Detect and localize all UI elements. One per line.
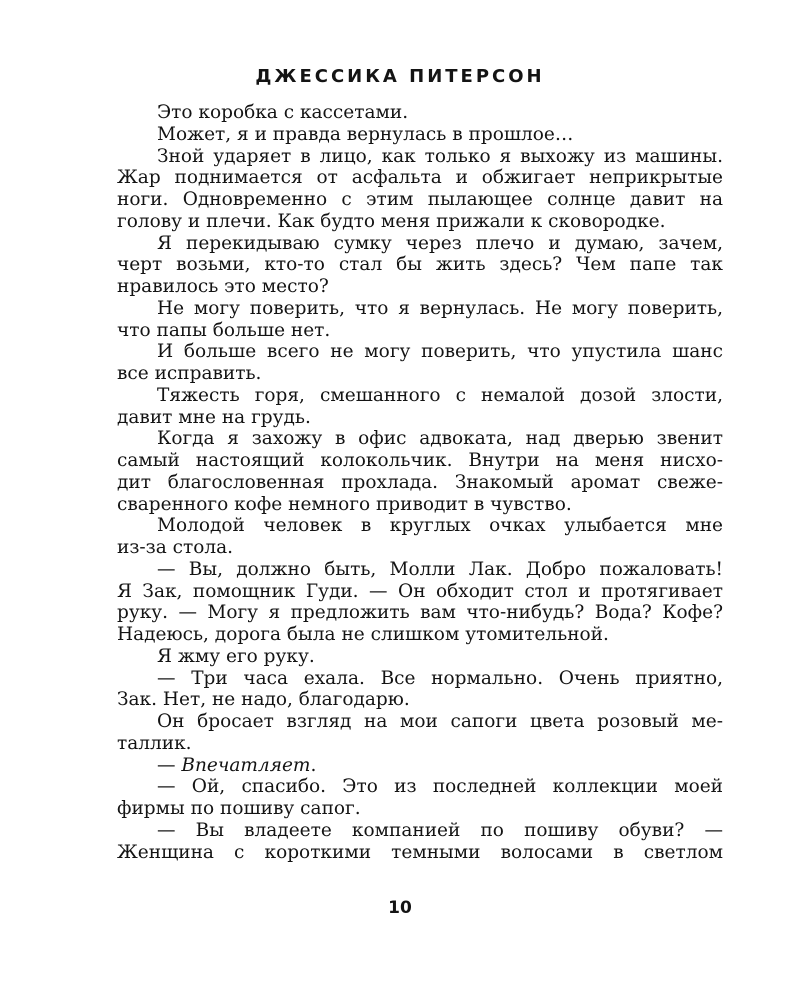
running-head-author: ДЖЕССИКА ПИТЕРСОН bbox=[255, 66, 545, 87]
text-line: Я перекидываю сумку через плечо и думаю, зачем, bbox=[157, 232, 723, 254]
text-line: Не могу поверить, что я вернулась. Не могу поверить, bbox=[157, 297, 723, 319]
text-line: Надеюсь, дорога была не слишком утомительной. bbox=[117, 624, 609, 645]
text-line: Я жму его руку. bbox=[157, 645, 315, 667]
text-line: давит мне на грудь. bbox=[117, 406, 311, 428]
page-number: 10 bbox=[388, 898, 412, 918]
text-line: Зак. Нет, не надо, благодарю. bbox=[117, 689, 410, 711]
text-line: Зной ударяет в лицо, как только я выхожу из машины. bbox=[157, 145, 723, 167]
text-line: что папы больше нет. bbox=[117, 319, 331, 341]
text-line: ноги. Одновременно с этим пылающее солнце давит на bbox=[117, 189, 723, 210]
text-line: Жар поднимается от асфальта и обжигает неприкрытые bbox=[117, 167, 723, 189]
text-line: самый настоящий колокольчик. Внутри на меня нисхо- bbox=[117, 450, 723, 471]
text-line: Он бросает взгляд на мои сапоги цвета розовый ме- bbox=[157, 711, 723, 732]
text-line: голову и плечи. Как будто меня прижали к сковородке. bbox=[117, 210, 666, 232]
emphasized-word: Впечатляет bbox=[181, 754, 311, 776]
text-line: Молодой человек в круглых очках улыбается мне bbox=[157, 515, 723, 537]
text-line: — Вы, должно быть, Молли Лак. Добро пожаловать! bbox=[157, 558, 723, 580]
text-line: сваренного кофе немного приводит в чувство. bbox=[117, 493, 572, 515]
period: . bbox=[310, 754, 317, 776]
text-line: черт возьми, кто-то стал бы жить здесь? Чем папе так bbox=[117, 254, 723, 276]
text-line: из-за стола. bbox=[117, 537, 234, 558]
dash: — bbox=[157, 754, 182, 776]
text-line-emphasis bbox=[117, 755, 723, 777]
text-line: — Ой, спасибо. Это из последней коллекции моей bbox=[157, 776, 723, 798]
text-line: дит благословенная прохлада. Знакомый аромат свеже- bbox=[117, 471, 723, 493]
text-line: Я Зак, помощник Гуди. — Он обходит стол и протягивает bbox=[117, 580, 723, 602]
text-line: все исправить. bbox=[117, 363, 262, 384]
text-line: фирмы по пошиву сапог. bbox=[117, 798, 361, 819]
text-line: Когда я захожу в офис адвоката, над дверью звенит bbox=[157, 428, 723, 450]
text-line: Может, я и правда вернулась в прошлое… bbox=[157, 123, 574, 145]
text-line: нравилось это место? bbox=[117, 276, 329, 297]
text-line: Это коробка с кассетами. bbox=[157, 102, 409, 123]
text-line: Женщина с короткими темными волосами в светлом bbox=[117, 841, 723, 863]
text-line: Тяжесть горя, смешанного с немалой дозой злости, bbox=[157, 384, 723, 406]
text-line: руку. — Могу я предложить вам что-нибудь? Вода? Кофе? bbox=[117, 602, 723, 624]
text-line: — Три часа ехала. Все нормально. Очень приятно, bbox=[157, 667, 723, 689]
body-text bbox=[117, 102, 723, 863]
text-line: И больше всего не могу поверить, что упустила шанс bbox=[157, 341, 723, 363]
text-line: — Вы владеете компанией по пошиву обуви? — bbox=[157, 819, 723, 841]
text-line: таллик. bbox=[117, 732, 192, 754]
